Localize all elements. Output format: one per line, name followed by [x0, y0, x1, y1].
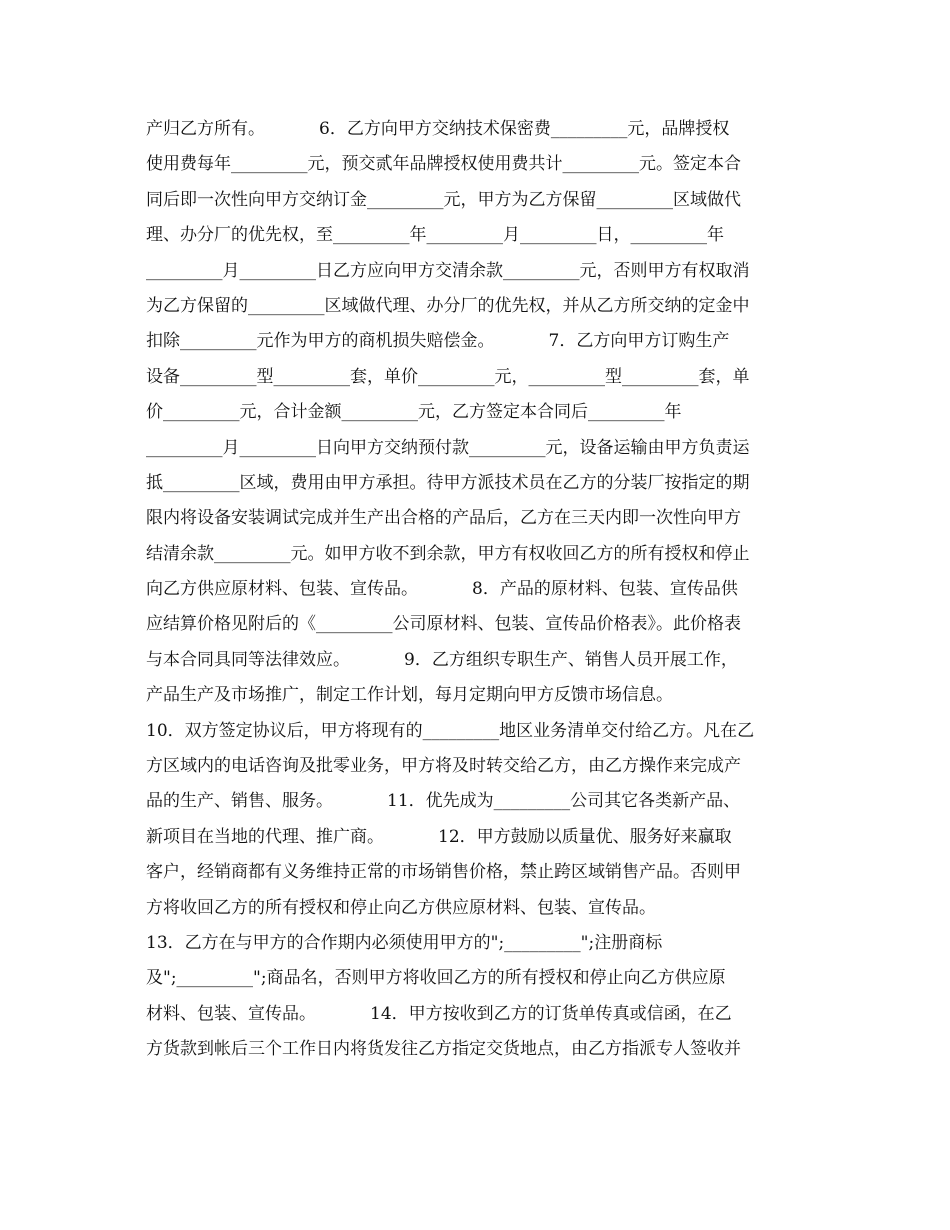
contract-line: 使用费每年_________元，预交贰年品牌授权使用费共计_________元。签定本合 [146, 154, 741, 175]
contract-line: 品的生产、销售、服务。 11．优先成为_________公司其它各类新产品、 [146, 791, 741, 812]
contract-line: 理、办分厂的优先权，至_________年_________月_________日，_________年 [146, 225, 724, 246]
contract-line: 价_________元，合计金额_________元，乙方签定本合同后_________年 [146, 402, 682, 423]
contract-line: 设备_________型_________套，单价_________元，_________型_________套，单 [146, 366, 750, 387]
contract-line: 10．双方签定协议后，甲方将现有的_________地区业务清单交付给乙方。凡在乙 [146, 720, 755, 741]
contract-line: 方区域内的电话咨询及批零业务，甲方将及时转交给乙方，由乙方操作来完成产 [146, 756, 741, 777]
contract-line: 向乙方供应原材料、包装、宣传品。 8．产品的原材料、包装、宣传品供 [146, 579, 738, 600]
contract-line: 材料、包装、宣传品。 14．甲方按收到乙方的订货单传真或信函，在乙 [146, 1003, 732, 1024]
contract-line: _________月_________日乙方应向甲方交清余款_________元，否则甲方有权取消 [146, 260, 750, 281]
contract-line: 与本合同具同等法律效应。 9．乙方组织专职生产、销售人员开展工作， [146, 649, 738, 670]
contract-line: 产品生产及市场推广，制定工作计划，每月定期向甲方反馈市场信息。 [146, 685, 673, 706]
contract-line: 扣除_________元作为甲方的商机损失赔偿金。 7．乙方向甲方订购生产 [146, 331, 730, 352]
contract-line: 客户，经销商都有义务维持正常的市场销售价格，禁止跨区域销售产品。否则甲 [146, 862, 741, 883]
contract-line: 结清余款_________元。如甲方收不到余款，甲方有权收回乙方的所有授权和停止 [146, 543, 750, 564]
contract-line: 同后即一次性向甲方交纳订金_________元，甲方为乙方保留_________区域做代 [146, 189, 741, 210]
contract-line: 为乙方保留的_________区域做代理、办分厂的优先权，并从乙方所交纳的定金中 [146, 295, 750, 316]
contract-line: 抵_________区域，费用由甲方承担。待甲方派技术员在乙方的分装厂按指定的期 [146, 472, 750, 493]
contract-line: 方货款到帐后三个工作日内将货发往乙方指定交货地点，由乙方指派专人签收并 [146, 1039, 741, 1060]
contract-body [146, 112, 808, 1068]
contract-line: 产归乙方所有。 6．乙方向甲方交纳技术保密费_________元，品牌授权 [146, 119, 730, 139]
contract-line: 方将收回乙方的所有授权和停止向乙方供应原材料、包装、宣传品。 [146, 897, 656, 918]
contract-line: 限内将设备安装调试完成并生产出合格的产品后，乙方在三天内即一次性向甲方 [146, 508, 741, 529]
contract-line: _________月_________日向甲方交纳预付款_________元，设备运输由甲方负责运 [146, 437, 750, 458]
contract-line: 13．乙方在与甲方的合作期内必须使用甲方的";_________";注册商标 [146, 932, 663, 953]
contract-line: 及";_________";商品名，否则甲方将收回乙方的所有授权和停止向乙方供应原 [146, 968, 726, 989]
contract-line: 应结算价格见附后的《_________公司原材料、包装、宣传品价格表》。此价格表 [146, 614, 741, 635]
contract-line: 新项目在当地的代理、推广商。 12．甲方鼓励以质量优、服务好来赢取 [146, 826, 732, 847]
